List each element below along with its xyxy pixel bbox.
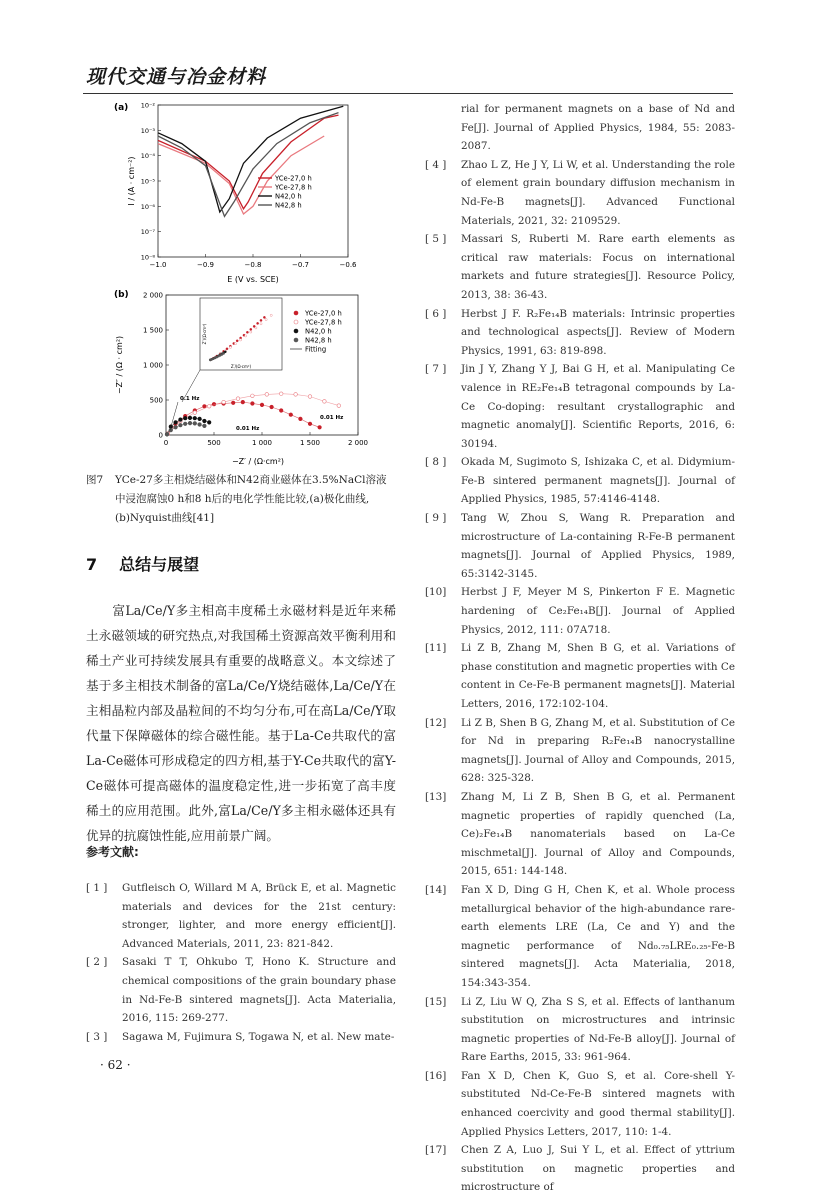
annotation-0-01hz-b: 0.01 Hz bbox=[236, 426, 260, 432]
reference-number: [ 7 ] bbox=[425, 363, 447, 376]
inset-point bbox=[257, 322, 259, 324]
reference-item bbox=[425, 156, 735, 230]
reference-number: [ 9 ] bbox=[425, 512, 447, 525]
data-point bbox=[188, 416, 192, 420]
annotation-0-1hz: 0.1 Hz bbox=[180, 396, 200, 402]
figure-caption bbox=[86, 471, 396, 528]
panel-a-legend bbox=[258, 175, 312, 210]
reference-item bbox=[425, 714, 735, 788]
ytick-label: 10⁻⁵ bbox=[140, 177, 155, 186]
figure-7 bbox=[108, 100, 373, 470]
summary-paragraph bbox=[86, 598, 396, 848]
page-number: · 62 · bbox=[100, 1058, 131, 1072]
inset-point bbox=[234, 343, 236, 345]
data-point bbox=[174, 426, 178, 430]
data-point bbox=[279, 392, 283, 396]
panel-a-xlabel: E (V vs. SCE) bbox=[227, 275, 279, 284]
legend-label: N42,8 h bbox=[275, 201, 302, 210]
data-point bbox=[203, 424, 207, 428]
xtick-label: 1 000 bbox=[251, 439, 273, 447]
reference-text: Li Z, Liu W Q, Zha S S, et al. Effects of lanthanum substitution on microstructures and intrinsic magnetic properties of Nd-Fe-B alloy[J]. Journal of Rare Earths, 2015, 33: 961-964. bbox=[461, 995, 735, 1064]
references-right-column bbox=[425, 100, 735, 1197]
reference-item bbox=[425, 639, 735, 713]
annotation-0-01hz-a: 0.01 Hz bbox=[320, 415, 344, 421]
data-point bbox=[188, 421, 192, 425]
ytick-label: 10⁻³ bbox=[140, 126, 155, 135]
legend-label: N42,0 h bbox=[275, 192, 302, 201]
inset-point bbox=[265, 319, 267, 321]
journal-logo: 现代交通与冶金材料 bbox=[86, 66, 267, 88]
reference-number: [17] bbox=[425, 1144, 447, 1157]
data-point bbox=[183, 422, 187, 426]
reference-number: [ 2 ] bbox=[86, 956, 108, 969]
inset-point bbox=[270, 314, 272, 316]
summary-text: 富La/Ce/Y多主相高丰度稀土永磁材料是近年来稀土永磁领域的研究热点,对我国稀土资源高效平衡利用和稀土产业可持续发展具有重要的战略意义。本文综述了基于多主相技术制备的富La/Ce/Y烧结磁体,La/Ce/Y在主相晶粒内部及晶粒间的不均匀分布,可在高La/Ce/Y取代量下保障磁体的综合磁性能。基于La-Ce共取代的富La-Ce磁体可形成稳定的四方相,基于Y-Ce共取代的富Y-Ce磁体可提高磁体的温度稳定性,进一步拓宽了高丰度稀土的应用范围。此外,富La/Ce/Y多主相永磁体还具有优异的抗腐蚀性能,应用前景广阔。 bbox=[86, 603, 396, 843]
reference-item bbox=[425, 1067, 735, 1141]
reference-text: Fan X D, Ding G H, Chen K, et al. Whole process metallurgical behavior of the high-abundance rare-earth elements LRE (La, Ce and Y) and the magnetic performance of Nd₀.₇₅LRE₀.₂₅-Fe-B sintered magnets[J]. Acta Materialia, 2018, 154:343-354. bbox=[461, 883, 735, 989]
data-point bbox=[193, 416, 197, 420]
inset-point bbox=[250, 331, 252, 333]
legend-swatch bbox=[294, 311, 298, 315]
data-point bbox=[179, 418, 183, 422]
panel-a-curves bbox=[158, 106, 343, 216]
inset-point bbox=[255, 327, 257, 329]
inset-point bbox=[245, 335, 247, 337]
data-point bbox=[265, 393, 269, 397]
reference-text: Zhang M, Li Z B, Shen B G, et al. Permanent magnetic properties of rapidly quenched (La, Ce)₂Fe₁₄B nanomaterials based on La-Ce mischmetal[J]. Journal of Alloy and Compounds, 2015, 651: 144-148. bbox=[461, 790, 735, 878]
reference-text: Sagawa M, Fujimura S, Togawa N, et al. New mate- bbox=[122, 1030, 395, 1043]
xtick-label: −0.9 bbox=[197, 261, 214, 269]
data-point bbox=[279, 409, 283, 413]
data-point bbox=[231, 401, 235, 405]
reference-number: [ 3 ] bbox=[86, 1030, 108, 1043]
legend-label: YCe-27,8 h bbox=[305, 318, 342, 327]
panel-a-frame bbox=[158, 105, 348, 257]
xtick-label: 0 bbox=[163, 439, 169, 447]
data-point bbox=[236, 397, 240, 401]
data-point bbox=[337, 404, 341, 408]
reference-text: rial for permanent magnets on a base of Nd and Fe[J]. Journal of Applied Physics, 1984, 55: 2083-2087. bbox=[461, 103, 735, 153]
inset-xlabel: Z′/(Ω·cm²) bbox=[230, 364, 252, 369]
legend-label: YCe-27,0 h bbox=[275, 174, 312, 183]
reference-text: Li Z B, Shen B G, Zhang M, et al. Substitution of Ce for Nd in preparing R₂Fe₁₄B nanocrystalline magnets[J]. Journal of Alloy and Compounds, 2015, 628: 325-328. bbox=[461, 716, 735, 785]
data-point bbox=[318, 426, 322, 430]
panel-b-ylabel: −Z″ / (Ω · cm²) bbox=[115, 335, 124, 395]
reference-item bbox=[425, 100, 735, 156]
section-title-text: 总结与展望 bbox=[119, 555, 200, 574]
reference-text: Massari S, Ruberti M. Rare earth elements as critical raw materials: Focus on international markets and future strategies[J]. Resource Policy, 2013, 38: 36-43. bbox=[461, 233, 735, 301]
ytick-label: 10⁻⁶ bbox=[140, 202, 155, 211]
legend-swatch bbox=[294, 338, 298, 342]
header-rule bbox=[83, 93, 733, 94]
reference-text: Tang W, Zhou S, Wang R. Preparation and microstructure of La-containing R-Fe-B permanent magnets[J]. Journal of Applied Physics, 1989, 65:3142-3145. bbox=[461, 512, 735, 580]
data-point bbox=[323, 400, 327, 404]
section-title bbox=[86, 552, 221, 575]
data-point bbox=[294, 393, 298, 397]
ytick-label: 1 000 bbox=[142, 361, 163, 370]
reference-item bbox=[425, 509, 735, 583]
data-point bbox=[193, 422, 197, 426]
reference-item bbox=[425, 305, 735, 361]
inset-ylabel: Z″/(Ω·cm²) bbox=[202, 323, 207, 345]
reference-text: Zhao L Z, He J Y, Li W, et al. Understanding the role of element grain boundary diffusion mechanism in Nd-Fe-B magnets[J]. Advanced Functional Materials, 2021, 32: 2109529. bbox=[461, 158, 735, 227]
legend-swatch bbox=[294, 320, 298, 324]
reference-item bbox=[425, 993, 735, 1067]
xtick-label: −0.8 bbox=[244, 261, 262, 269]
legend-label: N42,0 h bbox=[305, 327, 332, 336]
reference-number: [11] bbox=[425, 642, 447, 655]
reference-text: Herbst J F, Meyer M S, Pinkerton F E. Magnetic hardening of Ce₂Fe₁₄B[J]. Journal of Applied Physics, 2012, 111: 07A718. bbox=[461, 586, 735, 636]
panel-b-xlabel: −Z′ / (Ω·cm²) bbox=[231, 457, 285, 466]
ytick-label: 10⁻⁷ bbox=[140, 228, 155, 237]
xtick-label: −1.0 bbox=[149, 261, 167, 269]
reference-number: [15] bbox=[425, 995, 447, 1008]
ytick-label: 1 500 bbox=[142, 326, 163, 335]
data-point bbox=[165, 433, 169, 437]
inset-point bbox=[226, 348, 228, 350]
inset-point bbox=[250, 328, 252, 330]
legend-label: YCe-27,0 h bbox=[305, 309, 342, 318]
legend-label: YCe-27,8 h bbox=[275, 183, 312, 192]
inset-point bbox=[224, 351, 226, 353]
reference-number: [ 1 ] bbox=[86, 882, 108, 894]
data-point bbox=[289, 413, 293, 417]
reference-number: [14] bbox=[425, 883, 447, 896]
ytick-label: 0 bbox=[158, 431, 163, 440]
references-left-column bbox=[86, 879, 396, 1046]
data-point bbox=[207, 405, 211, 409]
inset-point bbox=[246, 331, 248, 333]
panel-a-xticks bbox=[150, 254, 358, 269]
reference-item bbox=[86, 879, 396, 953]
inset-point bbox=[260, 319, 262, 321]
panel-a-label: (a) bbox=[114, 103, 129, 113]
data-point bbox=[203, 419, 207, 423]
section-number: 7 bbox=[86, 555, 98, 574]
reference-number: [ 8 ] bbox=[425, 456, 447, 469]
ytick-label: 10⁻⁴ bbox=[140, 152, 155, 161]
reference-number: [ 4 ] bbox=[425, 158, 447, 171]
xtick-label: 2 000 bbox=[347, 439, 369, 447]
data-point bbox=[222, 400, 226, 404]
reference-item bbox=[425, 230, 735, 304]
legend-label: N42,8 h bbox=[305, 336, 332, 345]
panel-b-yticks bbox=[143, 292, 169, 440]
reference-text: Chen Z A, Luo J, Sui Y L, et al. Effect of yttrium substitution on magnetic properties and microstructure of bbox=[461, 1144, 735, 1194]
ytick-label: 500 bbox=[149, 396, 163, 405]
data-point bbox=[270, 405, 274, 409]
reference-number: [10] bbox=[425, 586, 447, 599]
ytick-label: 2 000 bbox=[142, 291, 163, 300]
xtick-label: 1 500 bbox=[299, 439, 321, 447]
legend-label: Fitting bbox=[305, 345, 327, 354]
inset-point bbox=[229, 346, 231, 348]
reference-text: Fan X D, Chen K, Guo S, et al. Core-shell Y-substituted Nd-Ce-Fe-B sintered magnets with enhanced coercivity and good thermal stability[J]. Applied Physics Letters, 2017, 110: 1-4. bbox=[461, 1069, 735, 1138]
inset-point bbox=[236, 340, 238, 342]
data-point bbox=[198, 423, 202, 427]
legend-swatch bbox=[294, 329, 298, 333]
data-point bbox=[308, 395, 312, 399]
caption-text: YCe-27多主相烧结磁体和N42商业磁体在3.5%NaCl溶液中浸泡腐蚀0 h和8 h后的电化学性能比较,(a)极化曲线,(b)Nyquist曲线[41] bbox=[115, 474, 387, 524]
reference-number: [ 6 ] bbox=[425, 307, 447, 320]
data-point bbox=[179, 423, 183, 427]
series-line-0 bbox=[158, 115, 339, 209]
caption-number: 图7 bbox=[86, 474, 104, 486]
data-point bbox=[251, 394, 255, 398]
reference-item bbox=[425, 1141, 735, 1197]
reference-item bbox=[425, 881, 735, 993]
panel-b-legend bbox=[290, 310, 342, 354]
reference-item bbox=[425, 453, 735, 509]
data-point bbox=[241, 400, 245, 404]
reference-text: Gutfleisch O, Willard M A, Brück E, et al. Magnetic materials and devices for the 21st century: stronger, lighter, and more energy efficient[J]. Advanced Materials, 2011, 23: 821-842. bbox=[122, 882, 396, 950]
reference-text: Sasaki T T, Ohkubo T, Hono K. Structure and chemical compositions of the grain boundary phase in Nd-Fe-B sintered magnets[J]. Acta Materialia, 2016, 115: 269-277. bbox=[122, 956, 396, 1025]
data-point bbox=[193, 411, 197, 415]
data-point bbox=[251, 402, 255, 406]
panel-b-xticks bbox=[164, 432, 368, 447]
xtick-label: −0.7 bbox=[292, 261, 309, 269]
panel-b-label: (b) bbox=[114, 290, 129, 300]
reference-item bbox=[86, 1028, 396, 1047]
data-point bbox=[169, 428, 173, 432]
reference-number: [16] bbox=[425, 1069, 447, 1082]
data-point bbox=[174, 421, 178, 425]
data-point bbox=[183, 416, 187, 420]
ytick-label: 10⁻⁸ bbox=[140, 253, 155, 262]
data-point bbox=[198, 417, 202, 421]
reference-text: Herbst J F. R₂Fe₁₄B materials: Intrinsic properties and technological aspects[J]. Review of Modern Physics, 1991, 63: 819-898. bbox=[461, 307, 735, 357]
reference-text: Jin J Y, Zhang Y J, Bai G H, et al. Manipulating Ce valence in RE₂Fe₁₄B tetragonal compounds by La-Ce Co-doping: resultant crystallographic and magnetic anomaly[J]. Scientific Reports, 2016, 6: 30194. bbox=[461, 363, 735, 450]
inset-point bbox=[223, 352, 225, 354]
reference-number: [13] bbox=[425, 790, 447, 803]
reference-text: Okada M, Sugimoto S, Ishizaka C, et al. Didymium-Fe-B sintered permanent magnets[J]. Journal of Applied Physics, 1985, 57:4146-4148. bbox=[461, 456, 735, 506]
reference-item bbox=[425, 788, 735, 881]
reference-number: [12] bbox=[425, 716, 447, 729]
inset-point bbox=[263, 316, 265, 318]
xtick-label: −0.6 bbox=[339, 261, 357, 269]
data-point bbox=[207, 421, 211, 425]
xtick-label: 500 bbox=[207, 439, 221, 447]
references-heading: 参考文献: bbox=[86, 845, 139, 859]
reference-number: [ 5 ] bbox=[425, 233, 447, 246]
ytick-label: 10⁻² bbox=[140, 101, 155, 110]
data-point bbox=[299, 417, 303, 421]
data-point bbox=[260, 403, 264, 407]
reference-item bbox=[86, 953, 396, 1027]
reference-item bbox=[425, 360, 735, 453]
data-point bbox=[308, 422, 312, 426]
panel-a-ylabel: I / (A · cm⁻²) bbox=[127, 156, 136, 206]
inset-point bbox=[240, 339, 242, 341]
inset-point bbox=[260, 323, 262, 325]
reference-item bbox=[425, 583, 735, 639]
reference-text: Li Z B, Zhang M, Shen B G, et al. Variations of phase constitution and magnetic properties with Ce content in Ce-Fe-B permanent magnets[J]. Material Letters, 2016, 172:102-104. bbox=[461, 642, 735, 710]
